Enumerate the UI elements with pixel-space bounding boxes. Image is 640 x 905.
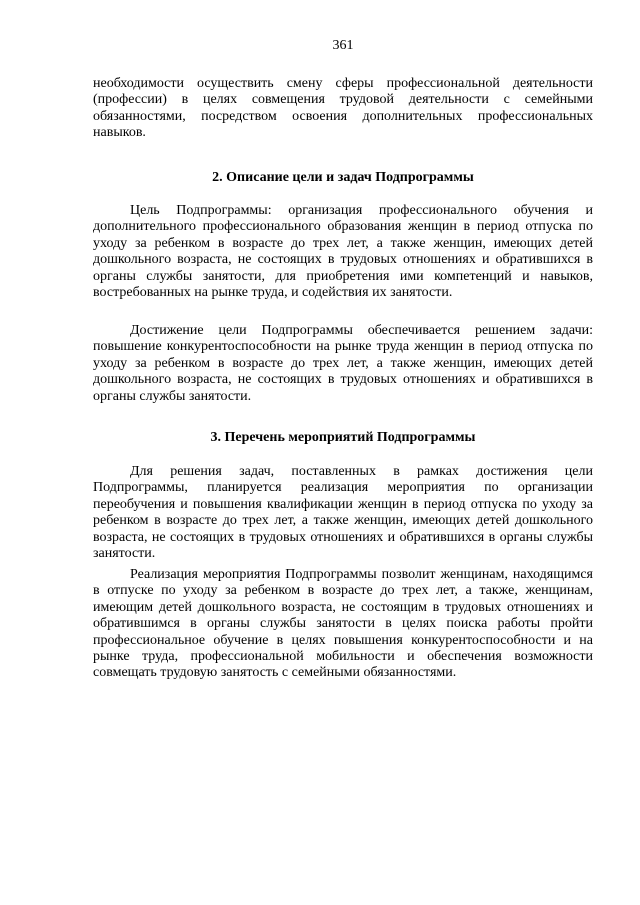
- page-number: 361: [332, 38, 354, 53]
- section-3-paragraph-1: Для решения задач, поставленных в рамках достижения цели Подпрограммы, планируется реализация мероприятия по организации переобучения и повышения квалификации женщин в период отпуска по уходу за ребенком в возрасте до трех лет, а также женщин, имеющих детей дошкольного возраста, не состоящих в трудовых отношениях и обратившихся в органы службы занятости.: [93, 464, 593, 562]
- section-3-heading: 3. Перечень мероприятий Подпрограммы: [210, 430, 476, 445]
- section-2-paragraph-1: Цель Подпрограммы: организация профессионального обучения и дополнительного профессионального образования женщин в период отпуска по уходу за ребенком в возрасте до трех лет, а также женщин, имеющих детей дошкольного возраста, не состоящих в трудовых отношениях и обратившихся в органы службы занятости, для приобретения ими компетенций и навыков, востребованных на рынке труда, и содействия их занятости.: [93, 203, 593, 301]
- section-2-heading: 2. Описание цели и задач Подпрограммы: [212, 170, 474, 185]
- section-3-paragraph-2: Реализация мероприятия Подпрограммы позволит женщинам, находящимся в отпуске по уходу за ребенком в возрасте до трех лет, а также, женщинам, имеющим детей дошкольного возраста, не состоящим в трудовых отношениях и обратившимся в органы службы занятости в целях поиска работы пройти профессиональное обучение в целях повышения конкурентоспособности и на рынке труда, профессиональной мобильности и обеспечения возможности совмещать трудовую занятость с семейными обязанностями.: [93, 567, 593, 681]
- intro-paragraph: необходимости осуществить смену сферы профессиональной деятельности (профессии) в целях совмещения трудовой деятельности с семейными обязанностями, посредством освоения дополнительных профессиональных навыков.: [93, 76, 593, 141]
- section-2-paragraph-2: Достижение цели Подпрограммы обеспечивается решением задачи: повышение конкурентоспособности на рынке труда женщин в период отпуска по уходу за ребенком в возрасте до трех лет, а также женщин, имеющих детей дошкольного возраста, не состоящих в трудовых отношениях и обратившихся в органы службы занятости.: [93, 323, 593, 404]
